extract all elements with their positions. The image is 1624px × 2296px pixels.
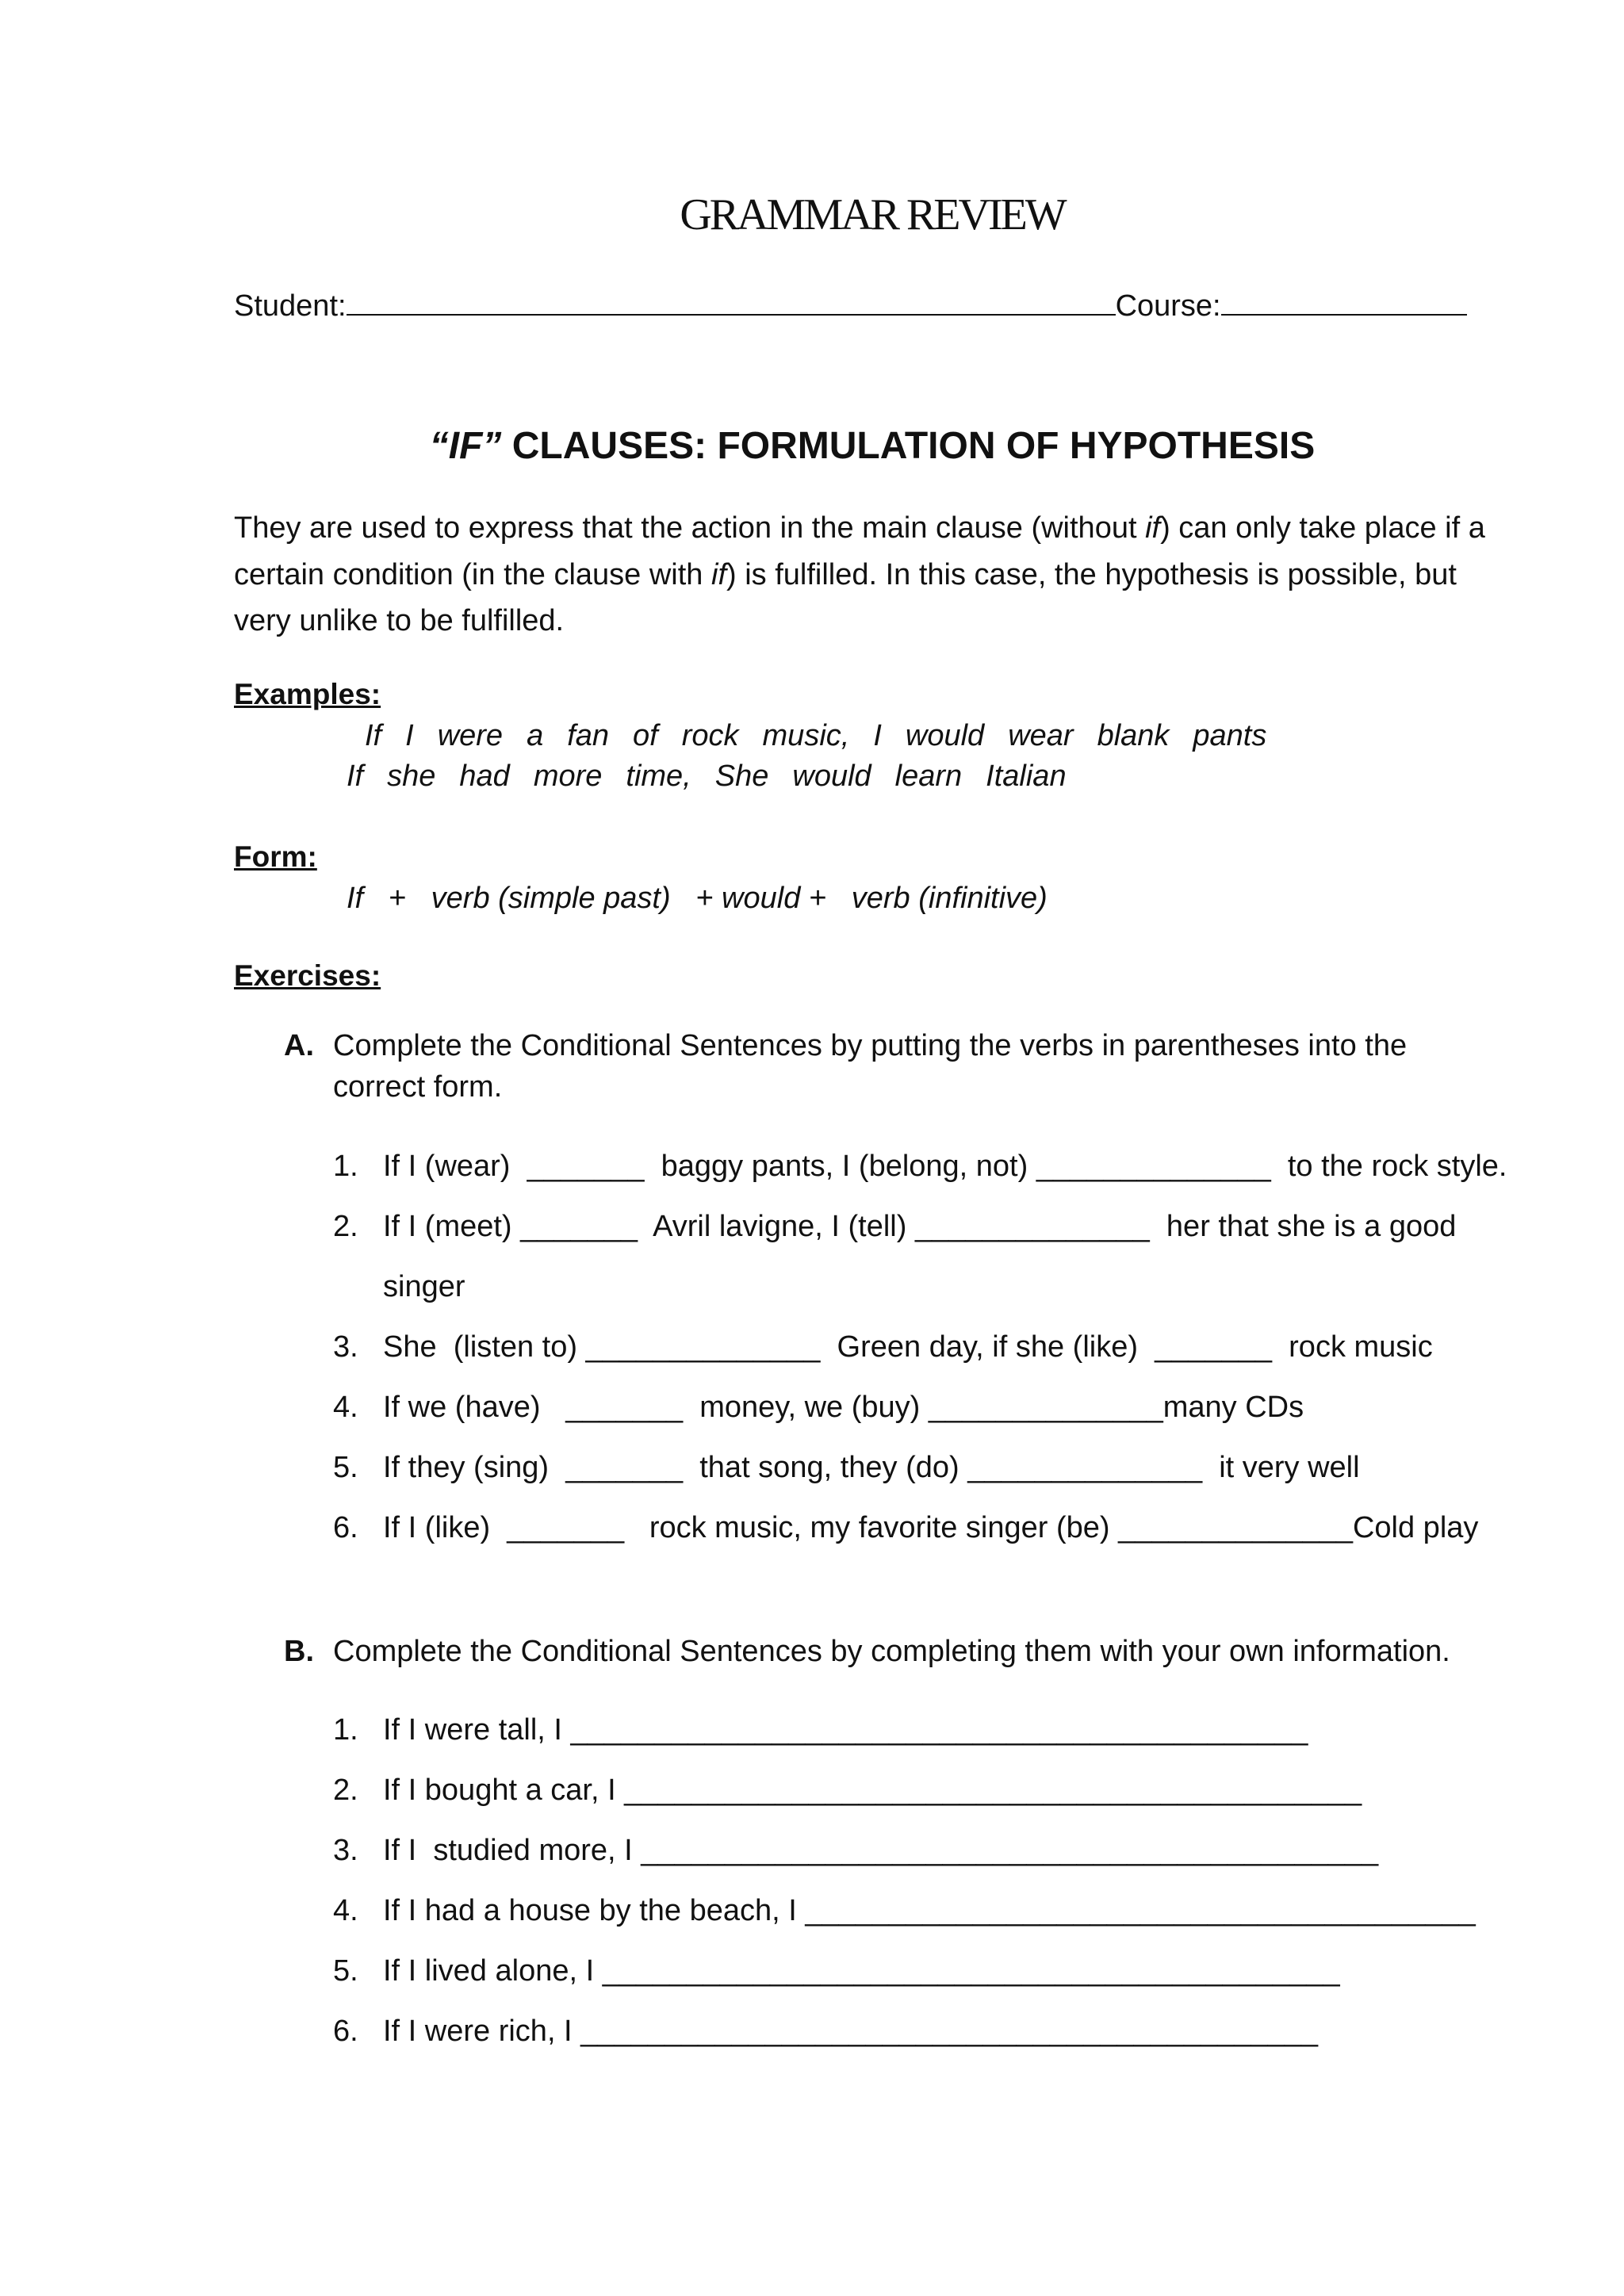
item-text: If I had a house by the beach, I ________________________________________	[383, 1894, 1476, 1927]
example-word: had	[459, 760, 510, 793]
example-word: were	[437, 719, 504, 752]
item-number: 5.	[333, 1954, 358, 1988]
student-course-line	[234, 284, 1467, 328]
student-name-blank[interactable]	[347, 313, 1116, 316]
item-text: She (listen to) ______________ Green day, if she (like) _______ rock music	[383, 1330, 1433, 1364]
form-heading: Form:	[234, 840, 317, 873]
example-word: pants	[1193, 719, 1267, 752]
item-text: If I were tall, I ____________________________________________	[383, 1713, 1308, 1747]
item-text: If I lived alone, I ____________________________________________	[383, 1954, 1340, 1988]
example-word: Italian	[986, 760, 1067, 793]
example-word: If	[347, 760, 364, 793]
example-sentence-1	[365, 714, 1266, 758]
item-text: If I were rich, I ____________________________________________	[383, 2015, 1319, 2048]
section-title	[0, 420, 1624, 473]
intro-text: ) can only take place if a	[1160, 511, 1485, 545]
intro-if-italic: if	[1145, 511, 1161, 545]
intro-if-italic: if	[711, 558, 726, 591]
item-text: If they (sing) _______ that song, they (do) ______________ it very well	[383, 1451, 1360, 1484]
intro-text: They are used to express that the action in the main clause (without	[234, 511, 1146, 545]
item-number: 2.	[333, 1210, 358, 1243]
item-text: If I (meet) _______ Avril lavigne, I (tell) ______________ her that she is a good	[383, 1210, 1457, 1243]
form-formula: If + verb (simple past) + would + verb (infinitive)	[347, 882, 1048, 915]
exercise-a-text-line-1: Complete the Conditional Sentences by putting the verbs in parentheses into the	[333, 1029, 1408, 1062]
course-label: Course:	[1115, 289, 1221, 323]
examples-heading: Examples:	[234, 678, 381, 710]
item-number: 2.	[333, 1774, 358, 1807]
example-word: music,	[762, 719, 850, 752]
item-number: 5.	[333, 1451, 358, 1484]
page-title: GRAMMAR REVIEW	[680, 190, 1065, 239]
item-number: 6.	[333, 1511, 358, 1544]
example-word: If	[365, 719, 382, 752]
example-word: more	[533, 760, 603, 793]
example-word: She	[714, 760, 769, 793]
item-number: 3.	[333, 1834, 358, 1867]
intro-line-2	[234, 553, 1457, 597]
intro-text: ) is fulfilled. In this case, the hypothesis is possible, but	[726, 558, 1457, 591]
item-text: If I (like) _______ rock music, my favorite singer (be) ______________Cold play	[383, 1511, 1479, 1544]
student-label: Student:	[234, 289, 347, 323]
example-sentence-2	[347, 754, 1067, 798]
example-word: a	[527, 719, 544, 752]
item-text: If I studied more, I ____________________________________________	[383, 1834, 1379, 1867]
example-word: fan	[567, 719, 610, 752]
example-word: wear	[1008, 719, 1074, 752]
intro-line-1	[234, 506, 1485, 550]
example-word: of	[633, 719, 658, 752]
item-text: If we (have) _______ money, we (buy) ______________many CDs	[383, 1391, 1304, 1424]
section-title-quoted: “IF”	[429, 425, 502, 467]
course-blank[interactable]	[1221, 313, 1467, 316]
example-word: blank	[1097, 719, 1170, 752]
item-number: 1.	[333, 1713, 358, 1747]
item-number: 3.	[333, 1330, 358, 1364]
item-number: 4.	[333, 1391, 358, 1424]
exercise-b-item[interactable]	[333, 2009, 1319, 2142]
example-word: time,	[626, 760, 691, 793]
exercises-heading: Exercises:	[234, 959, 381, 992]
exercise-b-letter: B.	[284, 1635, 314, 1668]
item-text: singer	[383, 1270, 465, 1303]
section-title-rest: CLAUSES: FORMULATION OF HYPOTHESIS	[501, 425, 1316, 467]
example-word: I	[873, 719, 882, 752]
intro-text: certain condition (in the clause with	[234, 558, 711, 591]
example-word: she	[387, 760, 436, 793]
item-text: If I bought a car, I ____________________________________________	[383, 1774, 1362, 1807]
exercise-b-text: Complete the Conditional Sentences by completing them with your own information.	[333, 1635, 1450, 1668]
item-number: 1.	[333, 1150, 358, 1183]
example-word: rock	[681, 719, 739, 752]
item-text: If I (wear) _______ baggy pants, I (belong, not) ______________ to the rock style.	[383, 1150, 1507, 1183]
intro-line-3: very unlike to be fulfilled.	[234, 604, 565, 637]
exercise-a-text-line-2: correct form.	[333, 1070, 503, 1104]
item-number: 4.	[333, 1894, 358, 1927]
example-word: I	[405, 719, 414, 752]
example-word: learn	[894, 760, 963, 793]
example-word: would	[905, 719, 985, 752]
example-word: would	[792, 760, 871, 793]
exercise-a-letter: A.	[284, 1029, 314, 1062]
exercise-a-item[interactable]	[333, 1506, 1479, 1639]
item-number: 6.	[333, 2015, 358, 2048]
